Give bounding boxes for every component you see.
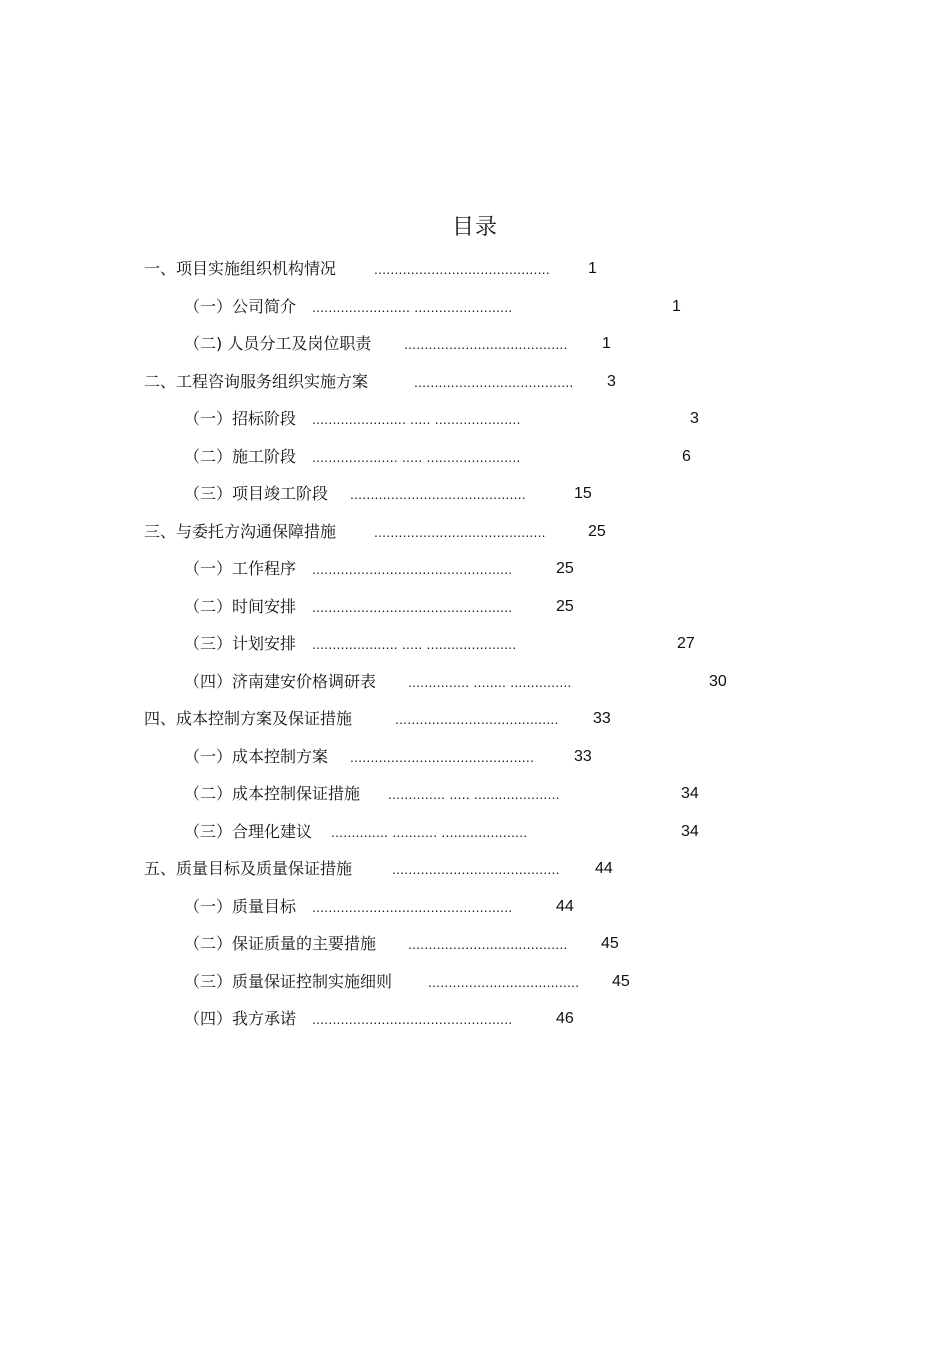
- toc-entry-leader: .............. ........... .....................: [331, 823, 528, 840]
- toc-entry-leader: .................................................: [312, 598, 513, 615]
- toc-entry-page: 1: [672, 297, 681, 315]
- toc-entry-label: （二）保证质量的主要措施: [184, 934, 377, 953]
- toc-entry-leader: ............... ........ ...............: [408, 673, 572, 690]
- toc-entry-leader: ..........................................: [374, 523, 546, 540]
- toc-entry-leader: .................................................: [312, 898, 513, 915]
- toc-entry[interactable]: [0, 483, 950, 521]
- toc-entry[interactable]: [0, 858, 950, 896]
- toc-entry-label: 四、成本控制方案及保证措施: [144, 709, 353, 728]
- toc-entry-leader: .................................................: [312, 561, 513, 577]
- toc-entry[interactable]: [0, 333, 950, 371]
- toc-entry-label: 一、项目实施组织机构情况: [144, 259, 337, 278]
- toc-entry-leader: ...........................................: [350, 486, 526, 502]
- toc-entry-page: 1: [602, 335, 611, 352]
- toc-entry[interactable]: [0, 708, 950, 746]
- toc-entry-page: 6: [682, 447, 691, 465]
- toc-entry-label: （三）计划安排: [184, 634, 297, 653]
- toc-entry-page: 3: [690, 410, 699, 427]
- toc-entry-label: （二) 人员分工及岗位职责: [184, 334, 372, 353]
- toc-entry[interactable]: [0, 521, 950, 559]
- toc-entry-label: （二）时间安排: [184, 596, 297, 616]
- toc-entry[interactable]: [0, 971, 950, 1009]
- toc-entry-leader: ....................... ..... .....................: [312, 411, 521, 427]
- toc-entry-page: 34: [681, 785, 699, 802]
- toc-entry-page: 30: [709, 672, 727, 690]
- toc-entry-page: 25: [556, 560, 574, 577]
- toc-entry[interactable]: [0, 671, 950, 709]
- toc-entry[interactable]: [0, 558, 950, 596]
- toc-entry-label: （二）施工阶段: [184, 446, 297, 466]
- toc-entry-leader: .........................................: [392, 861, 560, 877]
- toc-entry-label: （三）质量保证控制实施细则: [184, 971, 393, 991]
- toc-entry[interactable]: [0, 596, 950, 634]
- toc-entry[interactable]: [0, 933, 950, 971]
- toc-entry-page: 46: [556, 1010, 574, 1027]
- toc-entry-label: （一）工作程序: [184, 559, 297, 578]
- toc-entry[interactable]: [0, 746, 950, 784]
- toc-entry-leader: .............. ..... .....................: [388, 786, 560, 802]
- toc-entry-page: 27: [677, 635, 695, 652]
- toc-entry-leader: ........................ ........................: [312, 298, 513, 315]
- toc-entry-page: 45: [612, 972, 630, 990]
- toc-entry[interactable]: [0, 446, 950, 484]
- toc-entry-label: （二）成本控制保证措施: [184, 784, 361, 803]
- toc-entry-leader: ........................................: [404, 336, 568, 352]
- toc-entry-label: （一）公司简介: [184, 296, 297, 316]
- toc-entry-page: 15: [574, 485, 592, 502]
- toc-entry-page: 34: [681, 822, 699, 840]
- toc-entry-leader: .......................................: [414, 373, 574, 390]
- toc-entry-label: 二、工程咨询服务组织实施方案: [144, 371, 369, 391]
- toc-entry-page: 45: [601, 935, 619, 952]
- toc-entry-page: 44: [595, 860, 613, 877]
- toc-entry[interactable]: [0, 371, 950, 409]
- toc-entry-label: （三）项目竣工阶段: [184, 484, 329, 503]
- toc-entry-leader: ...........................................: [374, 261, 550, 277]
- toc-entry-page: 33: [593, 710, 611, 727]
- toc-entry-label: （一）成本控制方案: [184, 746, 329, 766]
- toc-entry-label: （四）济南建安价格调研表: [184, 671, 377, 691]
- toc-entry[interactable]: [0, 296, 950, 334]
- toc-entry[interactable]: [0, 821, 950, 859]
- toc-entry-leader: .......................................: [408, 936, 568, 952]
- toc-entry-page: 33: [574, 747, 592, 765]
- toc-entry[interactable]: [0, 408, 950, 446]
- toc-entry[interactable]: [0, 896, 950, 934]
- toc-entry-leader: .....................................: [428, 973, 580, 990]
- toc-entry-label: （三）合理化建议: [184, 821, 313, 841]
- toc-entry-page: 3: [607, 372, 616, 390]
- toc-entry-label: 五、质量目标及质量保证措施: [144, 859, 353, 878]
- toc-entry-leader: ..................... ..... .......................: [312, 448, 521, 465]
- toc-entry-label: 三、与委托方沟通保障措施: [144, 521, 337, 541]
- toc-entry[interactable]: [0, 258, 950, 296]
- toc-entry[interactable]: [0, 633, 950, 671]
- toc-entry-page: 1: [588, 260, 597, 277]
- toc-entry-page: 44: [556, 897, 574, 915]
- toc-entry-leader: ........................................: [395, 711, 559, 727]
- toc-entry-label: （一）招标阶段: [184, 409, 297, 428]
- toc-entry-leader: .................................................: [312, 1011, 513, 1027]
- toc-entry-page: 25: [556, 597, 574, 615]
- toc-entry-leader: ..................... ..... ......................: [312, 636, 517, 652]
- toc-entry-leader: .............................................: [350, 748, 535, 765]
- toc-entry-page: 25: [588, 522, 606, 540]
- toc-entry[interactable]: [0, 1008, 950, 1046]
- toc-entry[interactable]: [0, 783, 950, 821]
- toc-title: 目录: [451, 215, 498, 240]
- table-of-contents: [0, 258, 950, 1046]
- toc-entry-label: （一）质量目标: [184, 896, 297, 916]
- toc-entry-label: （四）我方承诺: [184, 1009, 297, 1028]
